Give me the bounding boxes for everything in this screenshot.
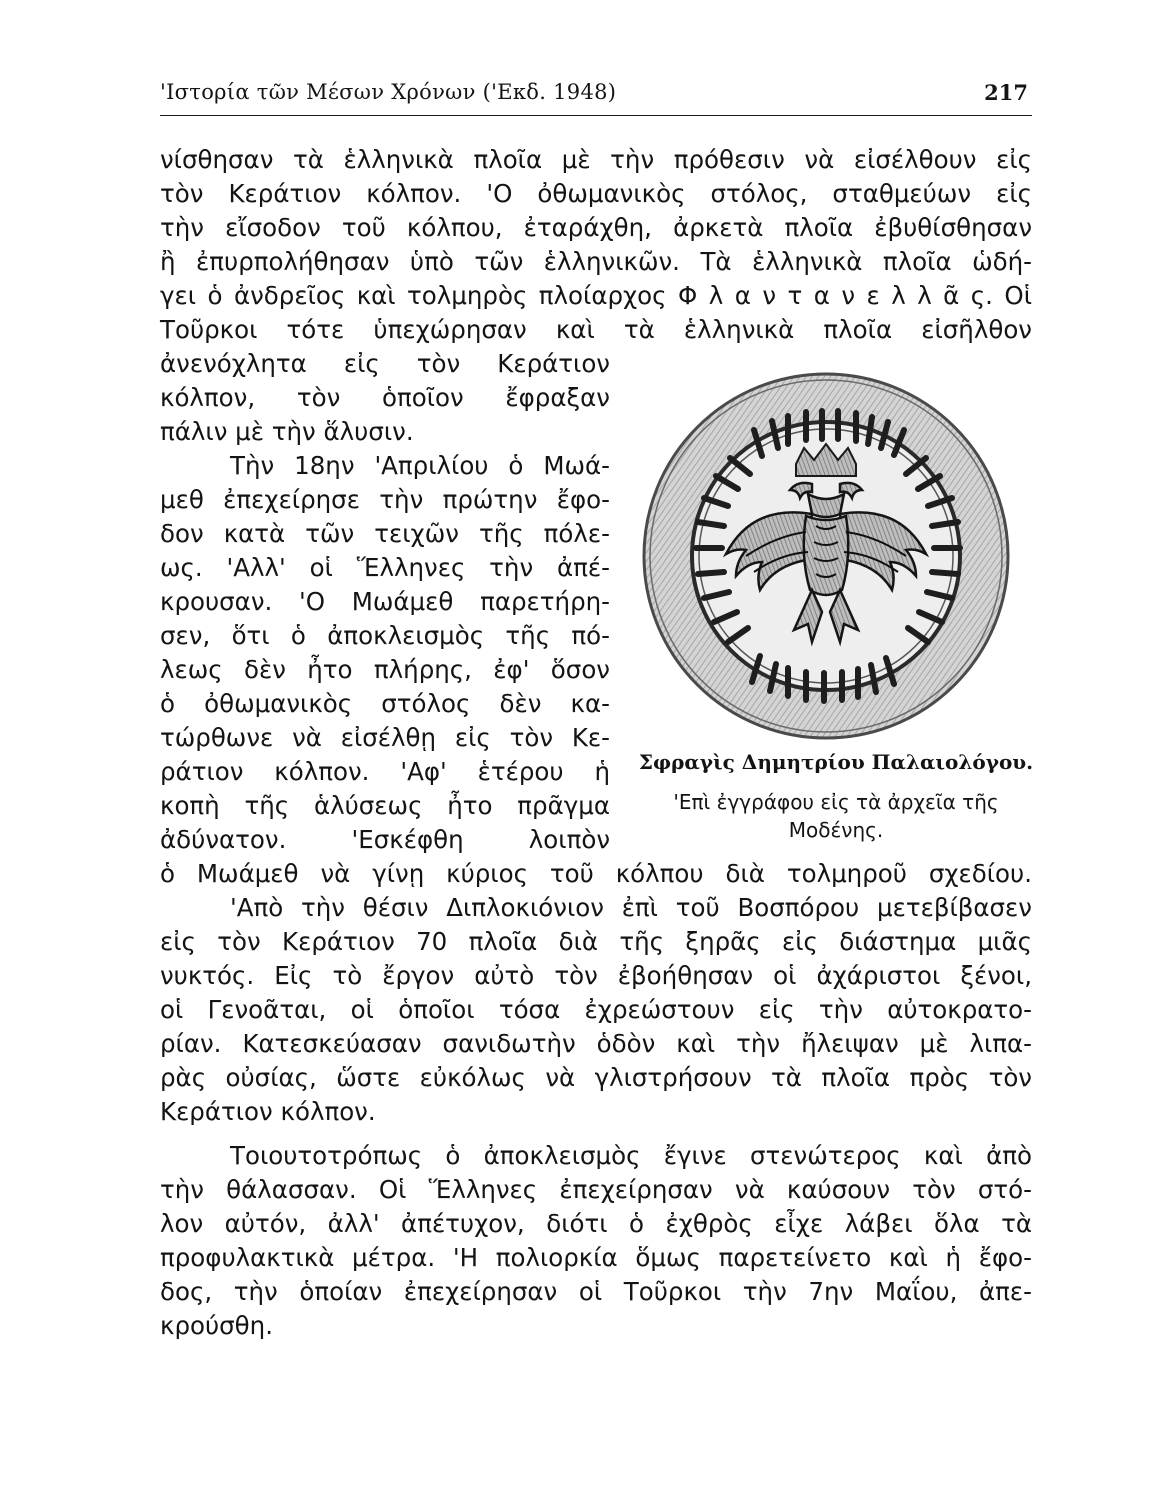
page-number: 217 xyxy=(984,80,1028,105)
text-line: σεν, ὅτι ὁ ἀποκλεισμὸς τῆς πό- xyxy=(160,621,610,650)
seal-image xyxy=(636,366,1016,746)
text-line: γει ὁ ἀνδρεῖος καὶ τολμηρὸς πλοίαρχος Φ λ α ν τ α ν ε λ λ ᾶ ς. Οἱ xyxy=(160,281,1032,310)
text-line: ως. 'Αλλ' οἱ Ἕλληνες τὴν ἀπέ- xyxy=(160,553,610,582)
text-line: Τὴν 18ην 'Απριλίου ὁ Μωά- xyxy=(230,451,610,480)
text-line: δος, τὴν ὁποίαν ἐπεχείρησαν οἱ Τοῦρκοι τὴν 7ην Μαΐου, ἀπε- xyxy=(160,1277,1032,1306)
text-line: τὴν θάλασσαν. Οἱ Ἕλληνες ἐπεχείρησαν νὰ καύσουν τὸν στό- xyxy=(160,1175,1032,1204)
text-line: Τοῦρκοι τότε ὑπεχώρησαν καὶ τὰ ἑλληνικὰ πλοῖα εἰσῆλθον xyxy=(160,315,1032,344)
running-title: 'Ιστορία τῶν Μέσων Χρόνων ('Εκδ. 1948) xyxy=(160,80,617,104)
seal-figure xyxy=(636,366,1016,746)
text-line: οἱ Γενοᾶται, οἱ ὁποῖοι τόσα ἐχρεώστουν εἰς τὴν αὐτοκρατο- xyxy=(160,995,1032,1024)
text-line: νίσθησαν τὰ ἑλληνικὰ πλοῖα μὲ τὴν πρόθεσιν νὰ εἰσέλθουν εἰς xyxy=(160,145,1032,174)
text-line: Τοιουτοτρόπως ὁ ἀποκλεισμὸς ἔγινε στενώτερος καὶ ἀπὸ xyxy=(230,1141,1032,1170)
text-line: κοπὴ τῆς ἁλύσεως ἦτο πρᾶγμα xyxy=(160,791,610,820)
text-line: νυκτός. Εἰς τὸ ἔργον αὐτὸ τὸν ἐβοήθησαν οἱ ἀχάριστοι ξένοι, xyxy=(160,961,1032,990)
figure-caption-line: 'Επὶ ἐγγράφου εἰς τὰ ἀρχεῖα τῆς xyxy=(673,790,999,814)
text-line: ἢ ἐπυρπολήθησαν ὑπὸ τῶν ἑλληνικῶν. Τὰ ἑλληνικὰ πλοῖα ὡδή- xyxy=(160,247,1032,276)
running-header xyxy=(160,76,1032,116)
text-line: ρίαν. Κατεσκεύασαν σανιδωτὴν ὁδὸν καὶ τὴν ἤλειψαν μὲ λιπα- xyxy=(160,1029,1032,1058)
text-line: μεθ ἐπεχείρησε τὴν πρώτην ἔφο- xyxy=(160,485,610,514)
text-line: τώρθωνε νὰ εἰσέλθῃ εἰς τὸν Κε- xyxy=(160,723,610,752)
text-line: κρούσθη. xyxy=(160,1311,273,1340)
text-line: ὁ Μωάμεθ νὰ γίνῃ κύριος τοῦ κόλπου διὰ τολμηροῦ σχεδίου. xyxy=(160,859,1032,888)
figure-caption-line: Μοδένης. xyxy=(788,818,884,842)
text-line: εἰς τὸν Κεράτιον 70 πλοῖα διὰ τῆς ξηρᾶς εἰς διάστημα μιᾶς xyxy=(160,927,1032,956)
text-line: κόλπον, τὸν ὁποῖον ἔφραξαν xyxy=(160,383,610,412)
text-line: ράτιον κόλπον. 'Αφ' ἑτέρου ἡ xyxy=(160,757,610,786)
header-rule xyxy=(160,115,1032,116)
text-line: πάλιν μὲ τὴν ἅλυσιν. xyxy=(160,417,414,446)
text-line: ὁ ὀθωμανικὸς στόλος δὲν κα- xyxy=(160,689,610,718)
text-line: ἀδύνατον. 'Εσκέφθη λοιπὸν xyxy=(160,825,610,854)
text-line: τὴν εἴσοδον τοῦ κόλπου, ἐταράχθη, ἀρκετὰ πλοῖα ἐβυθίσθησαν xyxy=(160,213,1032,242)
text-line: τὸν Κεράτιον κόλπον. 'Ο ὀθωμανικὸς στόλος, σταθμεύων εἰς xyxy=(160,179,1032,208)
text-line: κρουσαν. 'Ο Μωάμεθ παρετήρη- xyxy=(160,587,610,616)
text-line: λον αὐτόν, ἀλλ' ἀπέτυχον, διότι ὁ ἐχθρὸς εἶχε λάβει ὅλα τὰ xyxy=(160,1209,1032,1238)
text-line: προφυλακτικὰ μέτρα. 'Η πολιορκία ὅμως παρετείνετο καὶ ἡ ἔφο- xyxy=(160,1243,1032,1272)
text-line: λεως δὲν ἦτο πλήρης, ἐφ' ὅσον xyxy=(160,655,610,684)
text-line: ἀνενόχλητα εἰς τὸν Κεράτιον xyxy=(160,349,610,378)
text-line: δον κατὰ τῶν τειχῶν τῆς πόλε- xyxy=(160,519,610,548)
text-line: ρὰς οὐσίας, ὥστε εὐκόλως νὰ γλιστρήσουν τὰ πλοῖα πρὸς τὸν xyxy=(160,1063,1032,1092)
text-line: Κεράτιον κόλπον. xyxy=(160,1097,376,1126)
figure-caption-title: Σφραγὶς Δημητρίου Παλαιολόγου. xyxy=(638,750,1034,774)
text-line: 'Απὸ τὴν θέσιν Διπλοκιόνιον ἐπὶ τοῦ Βοσπόρου μετεβίβασεν xyxy=(230,893,1032,922)
